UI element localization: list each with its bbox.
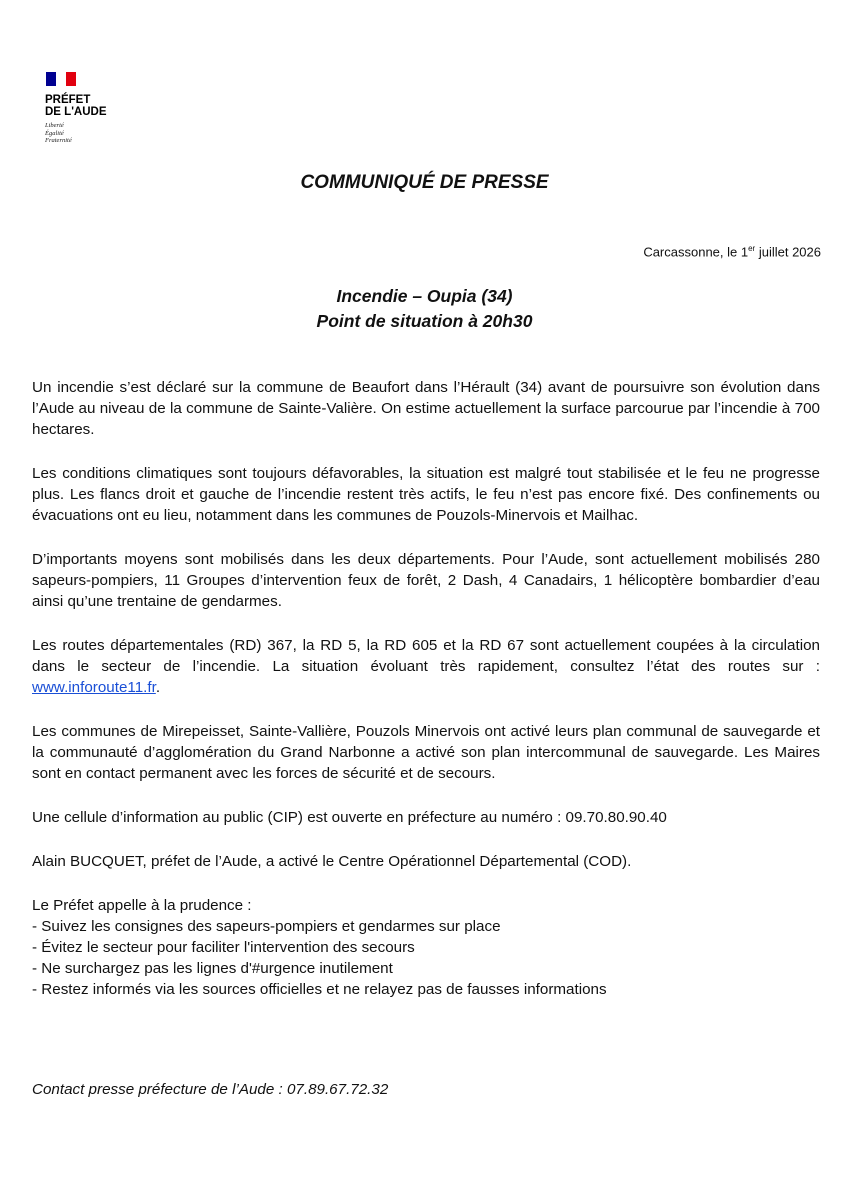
roads-text: Les routes départementales (RD) 367, la RD 5, la RD 605 et la RD 67 sont actuellement coupées à la circulation dans le secteur de l’incendie. La situation évoluant très rapidement, consultez l’état des routes sur : [32,637,820,675]
flag-red [66,72,76,86]
motto-liberte: Liberté [45,122,64,129]
date-superscript: er [748,244,756,253]
paragraph-cip: Une cellule d’information au public (CIP) est ouverte en préfecture au numéro : 09.70.80.90.40 [32,809,667,826]
org-name [45,94,135,118]
inforoute-link[interactable]: www.inforoute11.fr [32,679,156,696]
press-release-body [32,377,820,1023]
org-name-line1: PRÉFET [45,94,91,106]
subject-line1: Incendie – Oupia (34) [336,286,513,306]
paragraph-safeguard-plans: Les communes de Mirepeisset, Sainte-Vallière, Pouzols Minervois ont activé leurs plan communal de sauvegarde et la communauté d’agglomération du Grand Narbonne a activé son plan intercommunal de sauvegarde. Les Maires sont en contact permanent avec les forces de sécurité et de secours. [32,723,820,782]
paragraph-resources: D’importants moyens sont mobilisés dans les deux départements. Pour l’Aude, sont actuellement mobilisés 280 sapeurs-pompiers, 11 Groupes d’intervention feux de forêt, 2 Dash, 4 Canadairs, 1 hélicoptère bombardier d’eau ainsi qu’une trentaine de gendarmes. [32,551,820,610]
advice-list [32,916,820,1000]
subject-line2: Point de situation à 20h30 [316,311,533,331]
paragraph-roads [32,635,820,698]
org-name-line2: DE L'AUDE [45,106,107,118]
paragraph-cod: Alain BUCQUET, préfet de l’Aude, a activé le Centre Opérationnel Départemental (COD). [32,853,632,870]
list-item: - Ne surchargez pas les lignes d'#urgence inutilement [32,960,393,977]
paragraph-prudence-intro: Le Préfet appelle à la prudence : [32,897,252,914]
flag-white [56,72,66,86]
roads-end: . [155,679,161,696]
paragraph-fire-origin: Un incendie s’est déclaré sur la commune de Beaufort dans l’Hérault (34) avant de poursuivre son évolution dans l’Aude au niveau de la commune de Sainte-Valière. On estime actuellement la surface parcourue par l’incendie à 700 hectares. [32,379,820,438]
list-item: - Restez informés via les sources officielles et ne relayez pas de fausses informations [32,981,607,998]
list-item: - Suivez les consignes des sapeurs-pompiers et gendarmes sur place [32,918,501,935]
motto-egalite: Égalité [45,129,64,137]
list-item: - Évitez le secteur pour faciliter l'intervention des secours [32,939,415,956]
paragraph-conditions: Les conditions climatiques sont toujours défavorables, la situation est malgré tout stabilisée et le feu ne progresse plus. Les flancs droit et gauche de l’incendie restent très actifs, le feu n’est pas encore fixé. Des confinements ou évacuations ont eu lieu, notamment dans les communes de Pouzols-Minervois et Mailhac. [32,465,820,524]
date-prefix: Carcassonne, le 1 [643,244,749,260]
republic-motto [45,122,135,145]
date-line [643,244,821,259]
subject-heading [0,284,849,334]
date-suffix: juillet 2026 [755,244,821,260]
prefecture-logo [45,72,135,145]
motto-fraternite: Fraternité [45,137,72,144]
marianne-flag-icon [46,72,76,86]
document-title: COMMUNIQUÉ DE PRESSE [300,172,549,193]
press-contact: Contact presse préfecture de l’Aude : 07.89.67.72.32 [32,1081,389,1098]
flag-blue [46,72,56,86]
